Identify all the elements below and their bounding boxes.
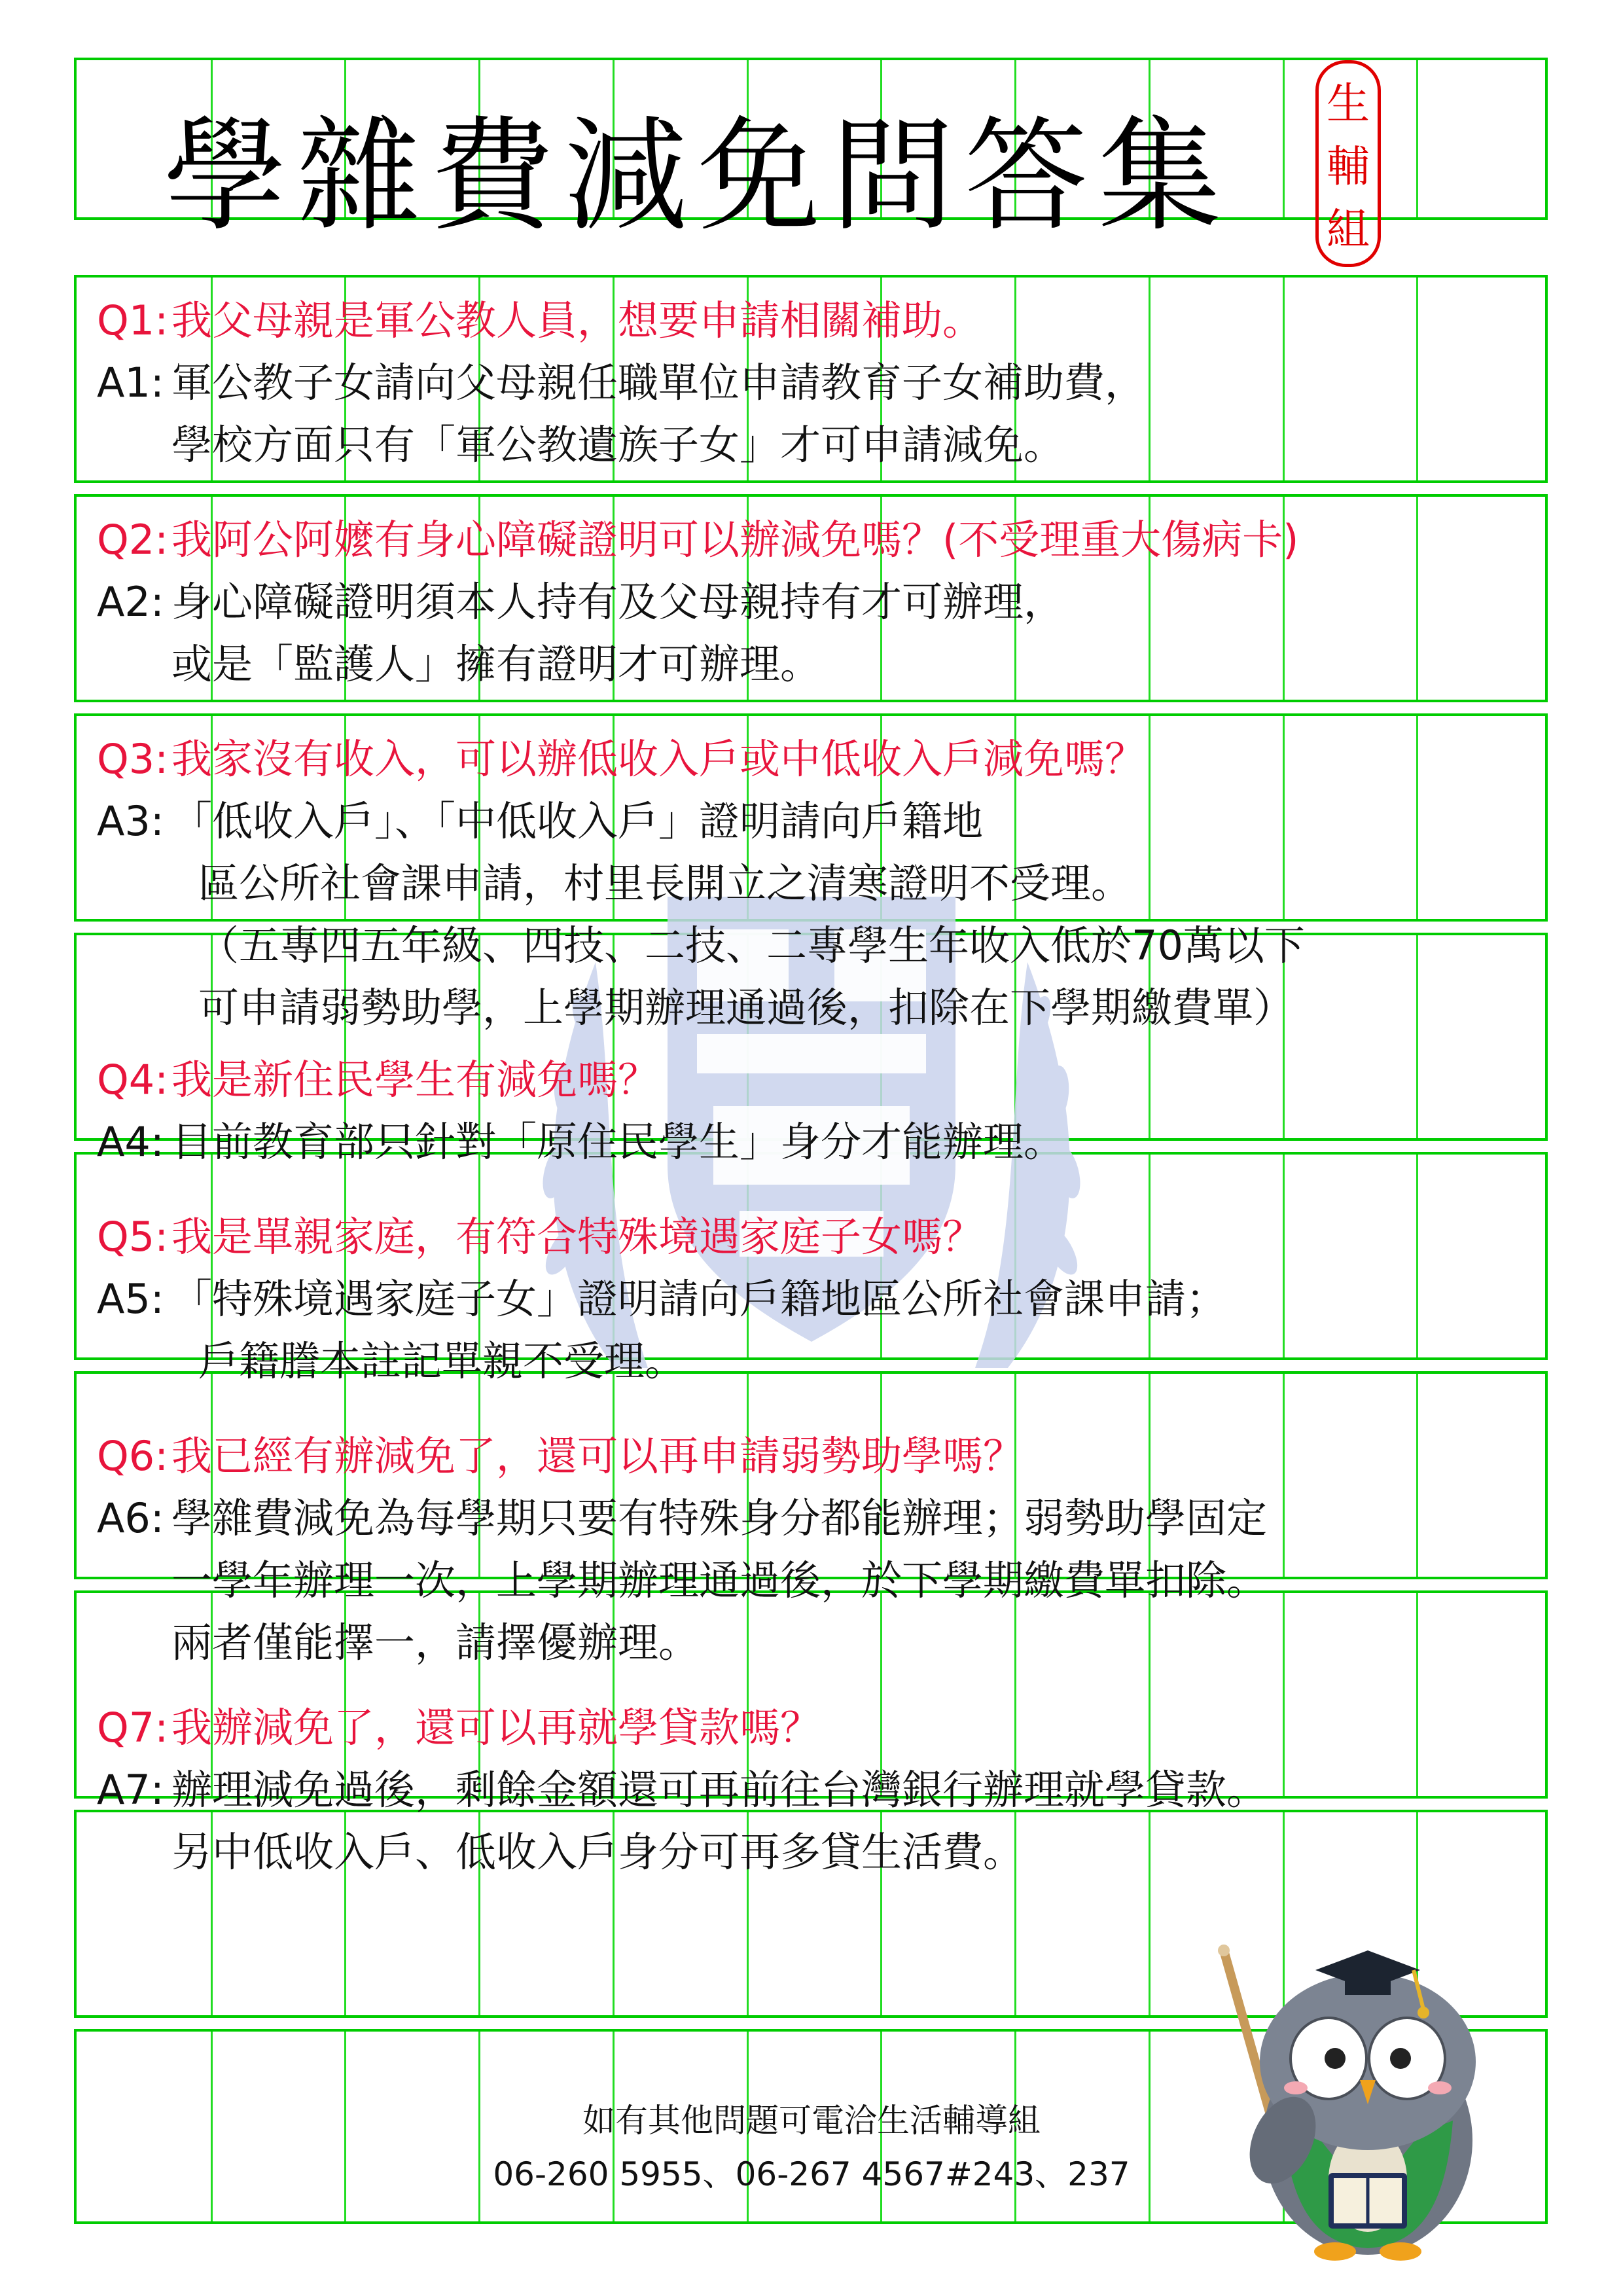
question-text: 我家沒有收入，可以辦低收入戶或中低收入戶減免嗎？ xyxy=(171,735,1146,783)
answer-line: 軍公教子女請向父母親任職單位申請教育子女補助費， xyxy=(171,359,1146,406)
answer-7 xyxy=(97,1764,1267,1816)
question-text: 我辦減免了，還可以再就學貸款嗎？ xyxy=(171,1704,821,1751)
office-stamp xyxy=(1315,60,1381,267)
grid-column-line xyxy=(1416,497,1418,700)
grid-column-line xyxy=(1149,1155,1150,1357)
question-text: 我是新住民學生有減免嗎？ xyxy=(171,1056,659,1103)
grid-column-line xyxy=(1149,1374,1150,1577)
answer-line: 或是「監護人」擁有證明才可辦理。 xyxy=(171,640,821,688)
question-3 xyxy=(97,733,1145,785)
answer-tag: A7: xyxy=(97,1766,164,1814)
grid-column-line xyxy=(1283,1593,1285,1796)
answer-line: 學雜費減免為每學期只要有特殊身分都能辦理；弱勢助學固定 xyxy=(171,1494,1268,1542)
page-title: 學雜費減免問答集 xyxy=(164,105,1232,248)
stamp-char: 組 xyxy=(1327,204,1370,255)
stamp-char: 生 xyxy=(1327,79,1370,129)
answer-line: 可申請弱勢助學，上學期辦理通過後，扣除在下學期繳費單） xyxy=(198,984,1294,1031)
answer-tag: A6: xyxy=(97,1494,164,1542)
answer-line: 「特殊境遇家庭子女」證明請向戶籍地區公所社會課申請； xyxy=(171,1275,1227,1323)
question-text: 我父母親是軍公教人員，想要申請相關補助。 xyxy=(171,296,984,344)
answer-tag: A5: xyxy=(97,1275,164,1323)
grid-column-line xyxy=(1416,1593,1418,1796)
question-tag: Q2: xyxy=(97,516,169,564)
grid-column-line xyxy=(1416,935,1418,1138)
stamp-char: 輔 xyxy=(1327,141,1370,192)
grid-column-line xyxy=(1283,716,1285,919)
question-5 xyxy=(97,1211,983,1263)
question-6 xyxy=(97,1430,1024,1482)
answer-line: 身心障礙證明須本人持有及父母親持有才可辦理， xyxy=(171,578,1065,626)
question-1 xyxy=(97,295,983,347)
grid-column-line xyxy=(1149,278,1150,480)
grid-column-line xyxy=(211,2032,213,2221)
grid-column-line xyxy=(1416,716,1418,919)
answer-line: 一學年辦理一次，上學期辦理通過後，於下學期繳費單扣除。 xyxy=(171,1556,1268,1604)
answer-tag: A1: xyxy=(97,359,164,406)
question-4 xyxy=(97,1054,658,1106)
question-text: 我是單親家庭，有符合特殊境遇家庭子女嗎？ xyxy=(171,1213,984,1261)
answer-line: 區公所社會課申請，村里長開立之清寒證明不受理。 xyxy=(198,859,1132,907)
question-tag: Q7: xyxy=(97,1704,169,1751)
question-tag: Q4: xyxy=(97,1056,169,1103)
answer-line: 學校方面只有「軍公教遺族子女」才可申請減免。 xyxy=(171,421,1065,469)
grid-column-line xyxy=(1416,1155,1418,1357)
question-tag: Q3: xyxy=(97,735,169,783)
answer-tag: A3: xyxy=(97,797,164,845)
answer-line: 兩者僅能擇一，請擇優辦理。 xyxy=(171,1619,700,1666)
answer-line: （五專四五年級、四技、二技、二專學生年收入低於70萬以下 xyxy=(198,922,1305,969)
question-tag: Q5: xyxy=(97,1213,169,1261)
question-text: 我已經有辦減免了，還可以再申請弱勢助學嗎？ xyxy=(171,1432,1024,1480)
answer-line: 戶籍謄本註記單親不受理。 xyxy=(198,1337,686,1385)
grid-column-line xyxy=(1416,60,1418,217)
grid-column-line xyxy=(1416,278,1418,480)
grid-column-line xyxy=(1283,1374,1285,1577)
answer-tag: A2: xyxy=(97,578,164,626)
answer-5 xyxy=(97,1273,1226,1325)
answer-line: 辦理減免過後，剩餘金額還可再前往台灣銀行辦理就學貸款。 xyxy=(171,1766,1268,1814)
answer-4 xyxy=(97,1116,1064,1168)
answer-1 xyxy=(97,357,1145,409)
footer-phone-numbers: 06-260 5955、06-267 4567#243、237 xyxy=(493,2155,1130,2193)
question-text: 我阿公阿嬤有身心障礙證明可以辦減免嗎？(不受理重大傷病卡) xyxy=(171,516,1299,564)
question-2 xyxy=(97,514,1298,566)
answer-line: 「低收入戶」、「中低收入戶」證明請向戶籍地 xyxy=(171,797,984,845)
owl-professor-icon xyxy=(1204,1924,1505,2265)
grid-column-line xyxy=(1149,1812,1150,2015)
question-7 xyxy=(97,1702,821,1754)
grid-column-line xyxy=(1283,278,1285,480)
answer-line: 另中低收入戶、低收入戶身分可再多貸生活費。 xyxy=(171,1828,1024,1876)
grid-column-line xyxy=(1149,716,1150,919)
answer-2 xyxy=(97,576,1064,628)
answer-6 xyxy=(97,1492,1267,1545)
question-tag: Q6: xyxy=(97,1432,169,1480)
answer-tag: A4: xyxy=(97,1118,164,1166)
grid-column-line xyxy=(1416,1374,1418,1577)
answer-3 xyxy=(97,795,983,848)
answer-line: 目前教育部只針對「原住民學生」身分才能辦理。 xyxy=(171,1118,1065,1166)
grid-column-line xyxy=(1283,1155,1285,1357)
question-tag: Q1: xyxy=(97,296,169,344)
footer-contact-line: 如有其他問題可電洽生活輔導組 xyxy=(582,2102,1041,2140)
